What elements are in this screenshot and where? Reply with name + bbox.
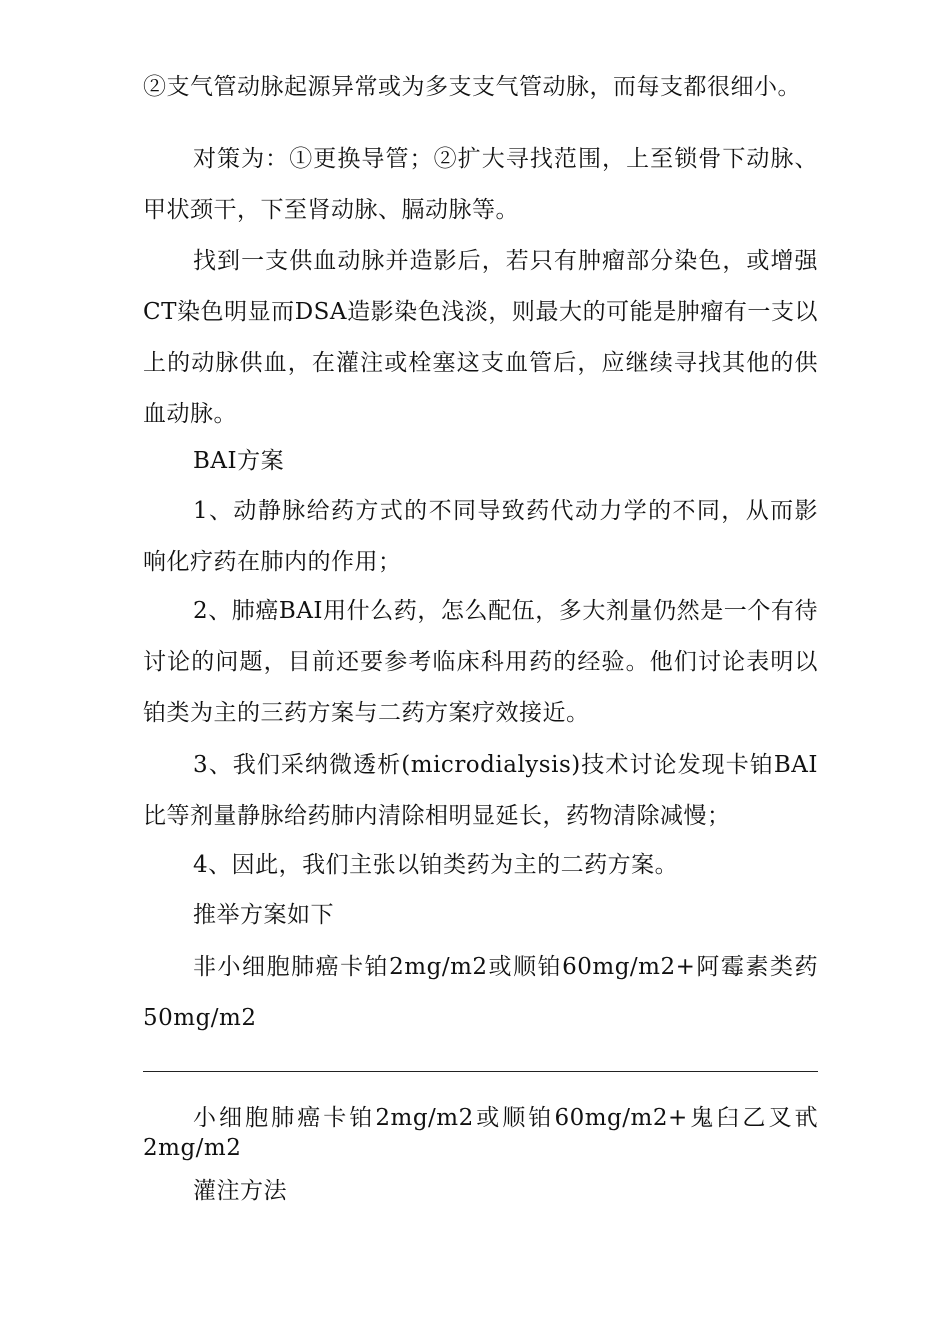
heading-recommended-plan: 推举方案如下 <box>193 902 334 928</box>
paragraph-point-2: 2、肺癌BAI用什么药，怎么配伍，多大剂量仍然是一个有待讨论的问题，目前还要参考临床科用药的经验。他们讨论表明以铂类为主的三药方案与二药方案疗效接近。 <box>143 598 818 726</box>
paragraph-countermeasures: 对策为：①更换导管；②扩大寻找范围，上至锁骨下动脉、甲状颈干，下至肾动脉、膈动脉等。 <box>143 146 818 223</box>
heading-perfusion-method: 灌注方法 <box>193 1178 287 1204</box>
paragraph-point-4: 4、因此，我们主张以铂类药为主的二药方案。 <box>193 852 679 878</box>
paragraph-sclc-regimen: 小细胞肺癌卡铂2mg/m2或顺铂60mg/m2+鬼臼乙叉甙2mg/m2 <box>143 1105 818 1161</box>
paragraph-point-3: 3、我们采纳微透析(microdialysis)技术讨论发现卡铂BAI比等剂量静脉给药肺内清除相明显延长，药物清除减慢； <box>143 752 818 829</box>
paragraph-point-1: 1、动静脉给药方式的不同导致药代动力学的不同，从而影响化疗药在肺内的作用； <box>143 498 818 575</box>
heading-bai-plan: BAI方案 <box>193 448 285 474</box>
paragraph-nsclc-regimen: 非小细胞肺癌卡铂2mg/m2或顺铂60mg/m2+阿霉素类药50mg/m2 <box>143 954 818 1031</box>
paragraph-supply-artery: 找到一支供血动脉并造影后，若只有肿瘤部分染色，或增强CT染色明显而DSA造影染色浅淡，则最大的可能是肿瘤有一支以上的动脉供血，在灌注或栓塞这支血管后，应继续寻找其他的供血动脉。 <box>143 248 818 427</box>
paragraph-bronchial-artery-anomaly: ②支气管动脉起源异常或为多支支气管动脉，而每支都很细小。 <box>143 74 801 100</box>
section-divider <box>143 1071 818 1072</box>
